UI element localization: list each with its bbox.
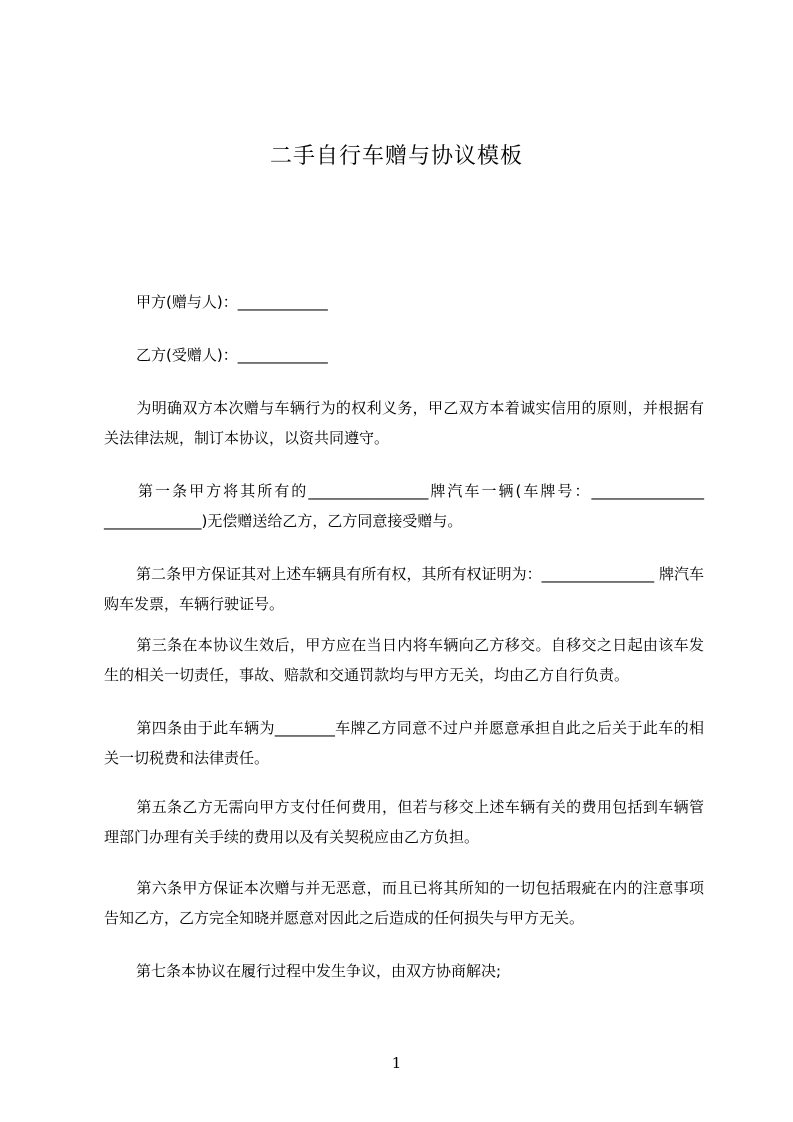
clause-6-text: 第六条甲方保证本次赠与并无恶意，而且已将其所知的一切包括瑕疵在内的注意事项告知乙方，乙方完全知晓并愿意对因此之后造成的任何损失与甲方无关。: [104, 879, 704, 927]
party-a-text: 甲方(赠与人)：____________: [136, 293, 328, 311]
party-a-line: [104, 287, 704, 317]
clause-2-paragraph: [104, 559, 704, 619]
clause-1-text: 第一条甲方将其所有的________________牌汽车一辆(车牌号：_______________ _____________)无偿赠送给乙方，乙方同意接受赠与。: [104, 482, 704, 530]
clause-1-paragraph: [104, 476, 704, 536]
page-number: 1: [391, 1054, 402, 1072]
clause-5-text: 第五条乙方无需向甲方支付任何费用，但若与移交上述车辆有关的费用包括到车辆管理部门办理有关手续的费用以及有关契税应由乙方负担。: [104, 798, 704, 846]
clause-4-text: 第四条由于此车辆为________车牌乙方同意不过户并愿意承担自此之后关于此车的相关一切税费和法律责任。: [104, 719, 704, 767]
clause-7-paragraph: [104, 956, 704, 986]
party-b-line: [104, 340, 704, 370]
clause-7-text: 第七条本协议在履行过程中发生争议，由双方协商解决;: [136, 962, 502, 980]
clause-6-paragraph: [104, 873, 704, 933]
clause-2-text: 第二条甲方保证其对上述车辆具有所有权，其所有权证明为：_______________ 牌汽车购车发票，车辆行驶证号。: [104, 565, 704, 613]
preamble-text: 为明确双方本次赠与车辆行为的权利义务，甲乙双方本着诚实信用的原则，并根据有关法律法规，制订本协议，以资共同遵守。: [104, 399, 704, 447]
document-title: 二手自行车赠与协议模板: [269, 144, 523, 169]
preamble-paragraph: [104, 393, 704, 453]
clause-4-paragraph: [104, 713, 704, 773]
clause-3-paragraph: [104, 630, 704, 690]
clause-5-paragraph: [104, 792, 704, 852]
party-b-text: 乙方(受赠人)：____________: [136, 346, 328, 364]
clause-3-text: 第三条在本协议生效后，甲方应在当日内将车辆向乙方移交。自移交之日起由该车发生的相关一切责任，事故、赔款和交通罚款均与甲方无关，均由乙方自行负责。: [104, 636, 704, 684]
